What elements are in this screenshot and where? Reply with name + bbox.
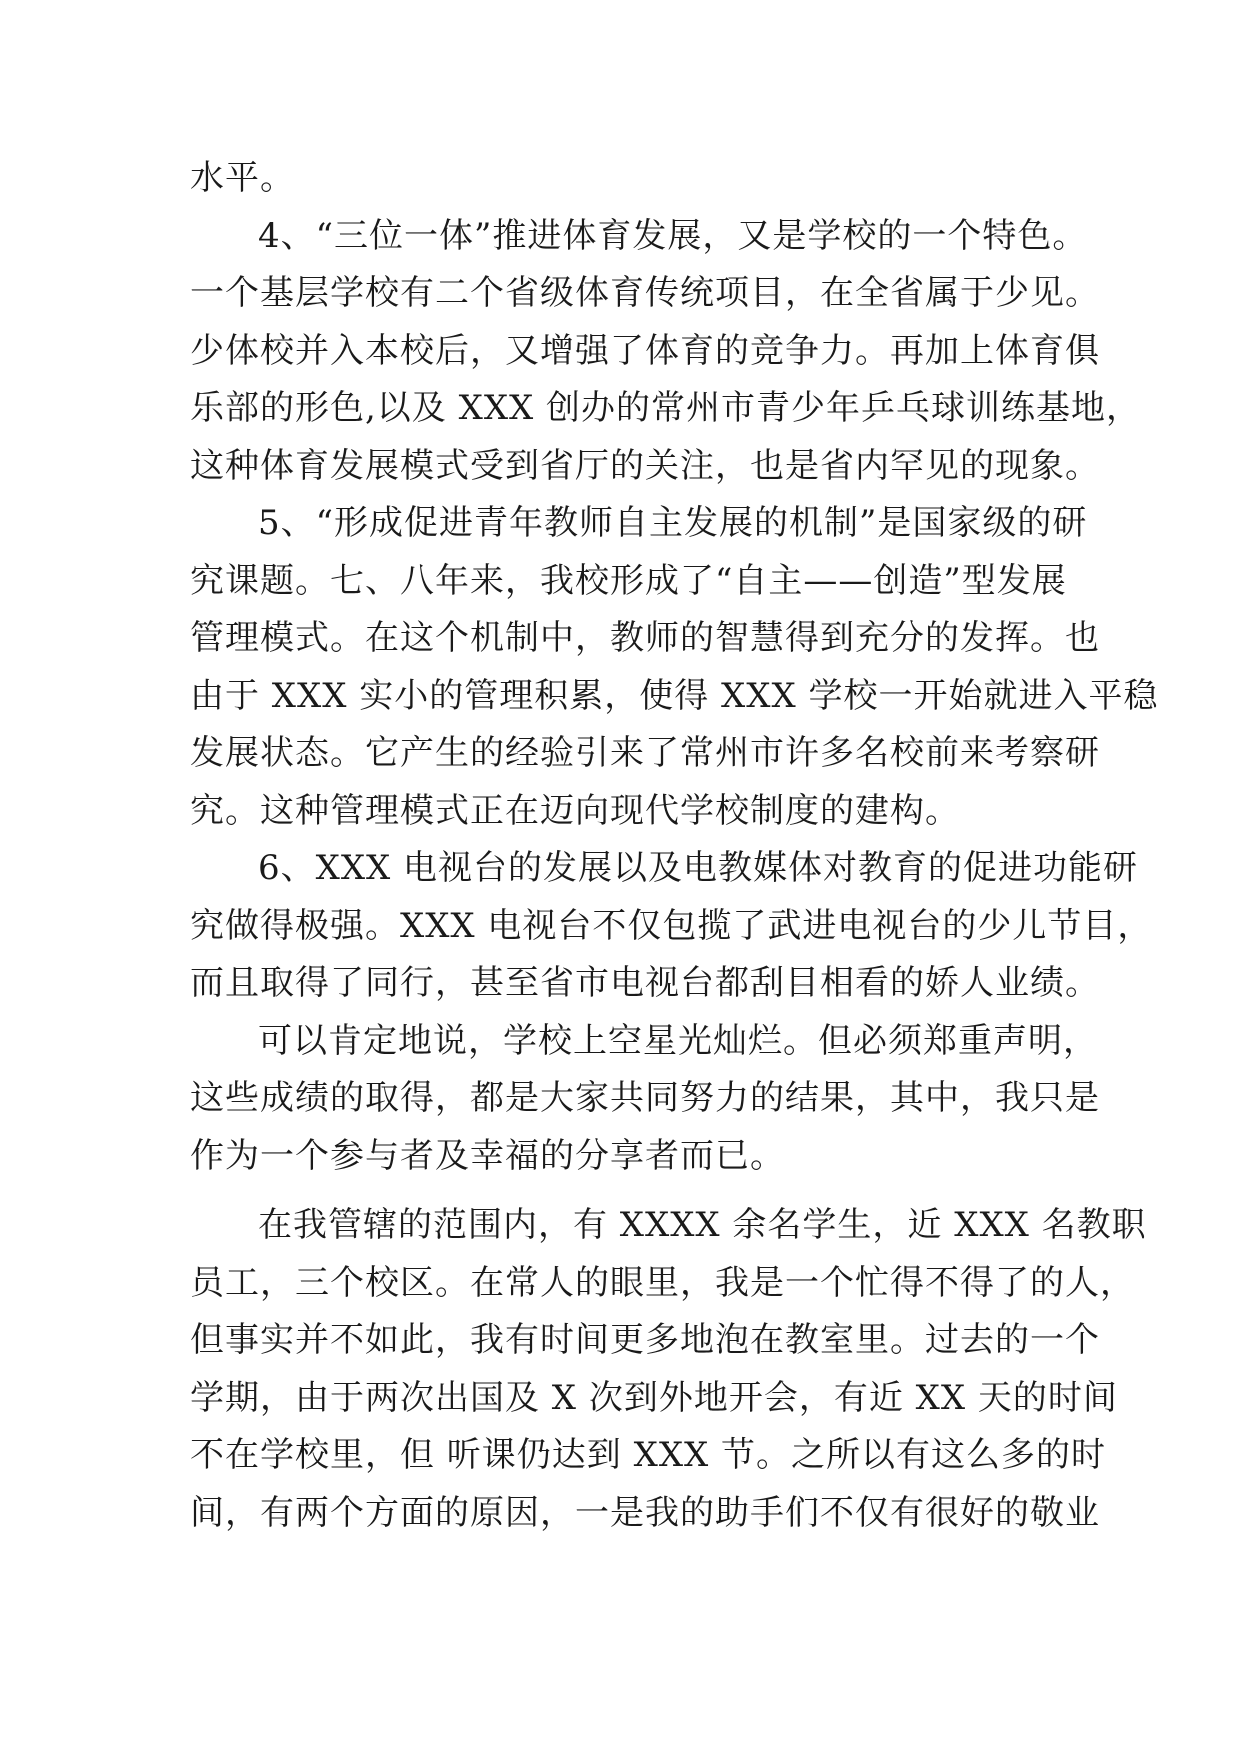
text-line: 水平。 bbox=[190, 158, 295, 198]
text-line: 究课题。七、八年来，我校形成了“自主——创造”型发展 bbox=[190, 560, 1067, 601]
text-line: 不在学校里，但 听课仍达到 XXX 节。之所以有这么多的时 bbox=[190, 1435, 1107, 1475]
paragraph-spacer bbox=[190, 1185, 1070, 1197]
text-line: 少体校并入本校后，又增强了体育的竞争力。再加上体育俱 bbox=[190, 330, 1100, 371]
text-line: 可以肯定地说，学校上空星光灿烂。但必须郑重声明， bbox=[258, 1020, 1098, 1061]
text-line: 发展状态。它产生的经验引来了常州市许多名校前来考察研 bbox=[190, 733, 1100, 773]
text-line: 作为一个参与者及幸福的分享者而已。 bbox=[190, 1135, 785, 1176]
text-line: 4、“三位一体”推进体育发展，又是学校的一个特色。 bbox=[258, 215, 1088, 256]
text-line: 一个基层学校有二个省级体育传统项目，在全省属于少见。 bbox=[190, 273, 1100, 313]
text-line: 员工，三个校区。在常人的眼里，我是一个忙得不得了的人， bbox=[190, 1262, 1135, 1303]
text-line: 6、XXX 电视台的发展以及电教媒体对教育的促进功能研 bbox=[258, 848, 1139, 888]
text-line: 学期，由于两次出国及 X 次到外地开会，有近 XX 天的时间 bbox=[190, 1377, 1118, 1418]
text-line: 这种体育发展模式受到省厅的关注，也是省内罕见的现象。 bbox=[190, 445, 1100, 486]
text-line: 究。这种管理模式正在迈向现代学校制度的建构。 bbox=[190, 790, 960, 831]
text-line: 究做得极强。XXX 电视台不仅包揽了武进电视台的少儿节目， bbox=[190, 905, 1153, 946]
text-line: 5、“形成促进青年教师自主发展的机制”是国家级的研 bbox=[258, 503, 1088, 543]
body-text bbox=[190, 150, 1159, 1542]
text-line: 在我管辖的范围内，有 XXXX 余名学生，近 XXX 名教职 bbox=[258, 1205, 1147, 1245]
text-line: 由于 XXX 实小的管理积累，使得 XXX 学校一开始就进入平稳 bbox=[190, 675, 1159, 716]
text-line: 乐部的形色,以及 XXX 创办的常州市青少年乒乓球训练基地， bbox=[190, 388, 1142, 428]
text-line: 间，有两个方面的原因，一是我的助手们不仅有很好的敬业 bbox=[190, 1492, 1100, 1533]
text-line: 这些成绩的取得，都是大家共同努力的结果，其中，我只是 bbox=[190, 1078, 1100, 1118]
text-line: 管理模式。在这个机制中，教师的智慧得到充分的发挥。也 bbox=[190, 618, 1100, 658]
text-line: 但事实并不如此，我有时间更多地泡在教室里。过去的一个 bbox=[190, 1320, 1100, 1360]
text-line: 而且取得了同行，甚至省市电视台都刮目相看的娇人业绩。 bbox=[190, 963, 1100, 1003]
